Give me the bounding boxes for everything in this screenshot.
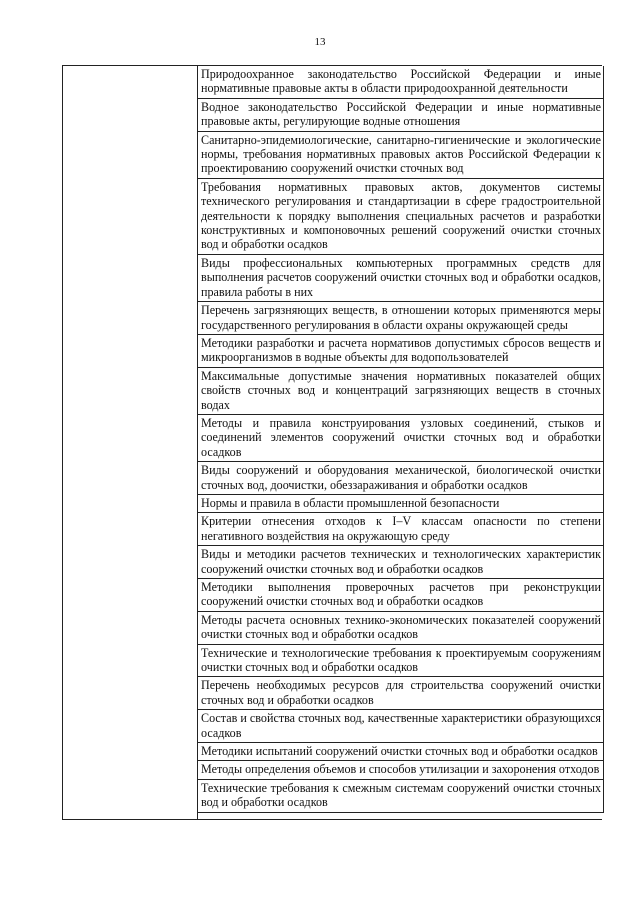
page-number: 13 (314, 36, 326, 48)
list-item: Виды и методики расчетов технических и технологических характеристик сооружений очистки сточных вод и обработки осадков (198, 546, 604, 579)
list-item: Виды профессиональных компьютерных программных средств для выполнения расчетов сооружений очистки сточных вод и обработки осадков, правила работы в них (198, 255, 604, 302)
list-item: Технические и технологические требования к проектируемым сооружениям очистки сточных вод и обработки осадков (198, 645, 604, 678)
list-item: Методики разработки и расчета нормативов допустимых сбросов веществ и микроорганизмов в водные объекты для водопользователей (198, 335, 604, 368)
list-item: Методы и правила конструирования узловых соединений, стыков и соединений элементов сооружений очистки сточных вод и обработки осадков (198, 415, 604, 462)
table-left-column (63, 813, 198, 819)
list-item: Методы определения объемов и способов утилизации и захоронения отходов (198, 761, 604, 779)
table-right-column (198, 813, 602, 819)
list-item: Водное законодательство Российской Федерации и иные нормативные правовые акты, регулирующие водные отношения (198, 99, 604, 132)
list-item: Требования нормативных правовых актов, документов системы технического регулирования и стандартизации в сфере градостроительной деятельности к порядку выполнения специальных расчетов и разработки конструктивных и компоновочных решений сооружений очистки сточных вод и обработки осадков (198, 179, 604, 255)
list-item: Методики испытаний сооружений очистки сточных вод и обработки осадков (198, 743, 604, 761)
list-item: Санитарно-эпидемиологические, санитарно-гигиенические и экологические нормы, требования нормативных правовых актов Российской Федерации к проектированию сооружений очистки сточных вод (198, 132, 604, 179)
requirements-table (62, 65, 602, 820)
list-item: Состав и свойства сточных вод, качественные характеристики образующихся осадков (198, 710, 604, 743)
table-row-empty (63, 813, 602, 819)
list-item: Перечень необходимых ресурсов для строительства сооружений очистки сточных вод и обработки осадков (198, 677, 604, 710)
list-item: Перечень загрязняющих веществ, в отношении которых применяются меры государственного регулирования в области охраны окружающей среды (198, 302, 604, 335)
list-item: Методики выполнения проверочных расчетов при реконструкции сооружений очистки сточных вод и обработки осадков (198, 579, 604, 612)
list-item: Нормы и правила в области промышленной безопасности (198, 495, 604, 513)
list-item: Критерии отнесения отходов к I–V классам опасности по степени негативного воздействия на окружающую среду (198, 513, 604, 546)
table-right-column (198, 66, 602, 813)
list-item: Технические требования к смежным системам сооружений очистки сточных вод и обработки осадков (198, 780, 604, 813)
list-item: Виды сооружений и оборудования механической, биологической очистки сточных вод, доочистки, обеззараживания и обработки осадков (198, 462, 604, 495)
list-item: Природоохранное законодательство Российской Федерации и иные нормативные правовые акты в области природоохранной деятельности (198, 66, 604, 99)
list-item: Максимальные допустимые значения нормативных показателей общих свойств сточных вод и концентраций загрязняющих веществ в сточных водах (198, 368, 604, 415)
table-row (63, 66, 602, 813)
list-item: Методы расчета основных технико-экономических показателей сооружений очистки сточных вод и обработки осадков (198, 612, 604, 645)
table-left-column (63, 66, 198, 813)
